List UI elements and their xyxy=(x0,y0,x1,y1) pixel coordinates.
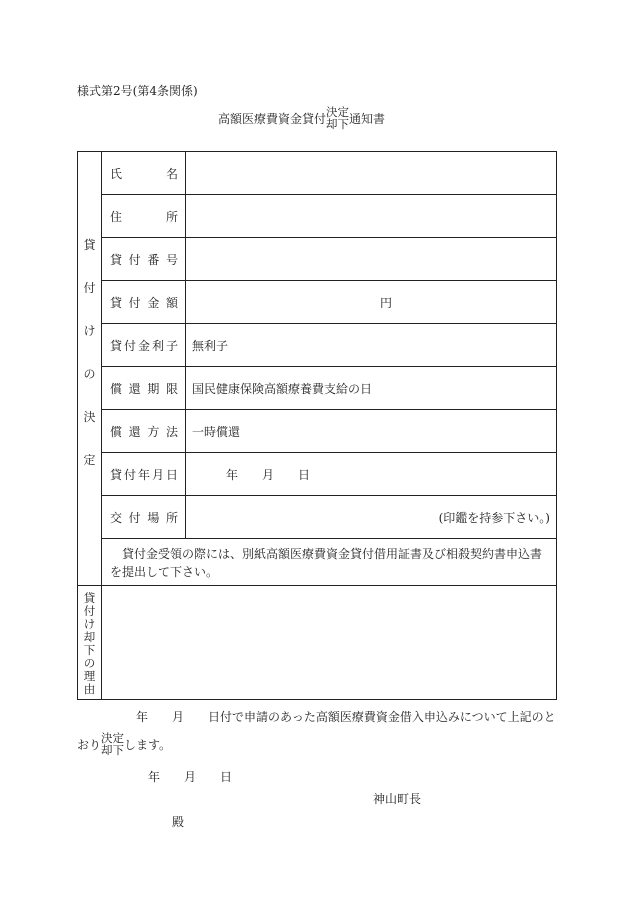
decision-char: の xyxy=(83,367,96,381)
decision-char: 決 xyxy=(83,410,96,424)
row-repayment-deadline xyxy=(78,367,557,410)
title-suffix: 通知書 xyxy=(349,111,386,126)
decision-char: 定 xyxy=(83,453,96,467)
loan-decision-table xyxy=(77,151,557,700)
rejection-char: 付 xyxy=(83,604,96,618)
decision-char: 貸 xyxy=(83,238,96,252)
rejection-char: け xyxy=(83,617,96,631)
rejection-char: 由 xyxy=(83,682,96,696)
label-repayment-deadline: 償 還 期 限 xyxy=(102,367,186,410)
value-loan-date[interactable]: 年 月 日 xyxy=(186,453,557,496)
decision-char: 付 xyxy=(83,281,96,295)
issuer-name: 神山町長 xyxy=(373,792,422,806)
row-name xyxy=(78,152,557,195)
rejection-char: 貸 xyxy=(83,591,96,605)
form-number: 様式第2号(第4条関係) xyxy=(77,84,198,98)
decision-section-label xyxy=(78,152,102,586)
sentence-option-decision: 決定 xyxy=(101,731,125,745)
value-loan-number[interactable] xyxy=(186,238,557,281)
rejection-char: 下 xyxy=(83,643,96,657)
sentence-option-rejection: 却下 xyxy=(101,743,125,758)
label-name: 氏 名 xyxy=(102,152,186,195)
notice-sentence-line1: 年 月 日付で申請のあった高額医療費資金借入申込みについて上記のと xyxy=(136,710,556,724)
value-address[interactable] xyxy=(186,195,557,238)
row-note xyxy=(78,539,557,586)
row-delivery-place xyxy=(78,496,557,539)
rejection-reason-field[interactable] xyxy=(102,586,557,700)
row-loan-number xyxy=(78,238,557,281)
title-option-stack xyxy=(326,106,349,130)
issue-date: 年 月 日 xyxy=(148,770,233,784)
value-delivery-place[interactable]: (印鑑を持参下さい。) xyxy=(186,496,557,539)
addressee-honorific: 殿 xyxy=(172,815,185,829)
row-repayment-method xyxy=(78,410,557,453)
value-loan-amount[interactable]: 円 xyxy=(186,281,557,324)
sentence-suffix: します。 xyxy=(124,737,172,752)
document-title xyxy=(218,106,385,130)
sentence-option-stack xyxy=(101,732,124,756)
label-loan-date: 貸 付 年 月 日 xyxy=(102,453,186,496)
label-address: 住 所 xyxy=(102,195,186,238)
receipt-note: 貸付金受領の際には、別紙高額医療費資金貸付借用証書及び相殺契約書申込書を提出して下さい。 xyxy=(102,539,557,586)
sentence-prefix: おり xyxy=(77,737,102,752)
notice-sentence-line2 xyxy=(77,732,171,756)
label-loan-amount: 貸 付 金 額 xyxy=(102,281,186,324)
rejection-char: 理 xyxy=(83,669,96,683)
label-interest: 貸 付 金 利 子 xyxy=(102,324,186,367)
rejection-char: 却 xyxy=(83,630,96,644)
title-option-decision: 決定 xyxy=(326,105,350,119)
rejection-char: の xyxy=(83,656,96,670)
label-delivery-place: 交 付 場 所 xyxy=(102,496,186,539)
rejection-section-label xyxy=(78,586,102,700)
row-interest xyxy=(78,324,557,367)
value-repayment-method: 一時償還 xyxy=(186,410,557,453)
row-address xyxy=(78,195,557,238)
label-loan-number: 貸 付 番 号 xyxy=(102,238,186,281)
value-interest: 無利子 xyxy=(186,324,557,367)
value-repayment-deadline: 国民健康保険高額療養費支給の日 xyxy=(186,367,557,410)
row-rejection-reason xyxy=(78,586,557,700)
decision-char: け xyxy=(83,324,96,338)
row-loan-date xyxy=(78,453,557,496)
label-repayment-method: 償 還 方 法 xyxy=(102,410,186,453)
row-loan-amount xyxy=(78,281,557,324)
title-prefix: 高額医療費資金貸付 xyxy=(218,111,327,126)
value-name[interactable] xyxy=(186,152,557,195)
title-option-rejection: 却下 xyxy=(326,117,350,132)
